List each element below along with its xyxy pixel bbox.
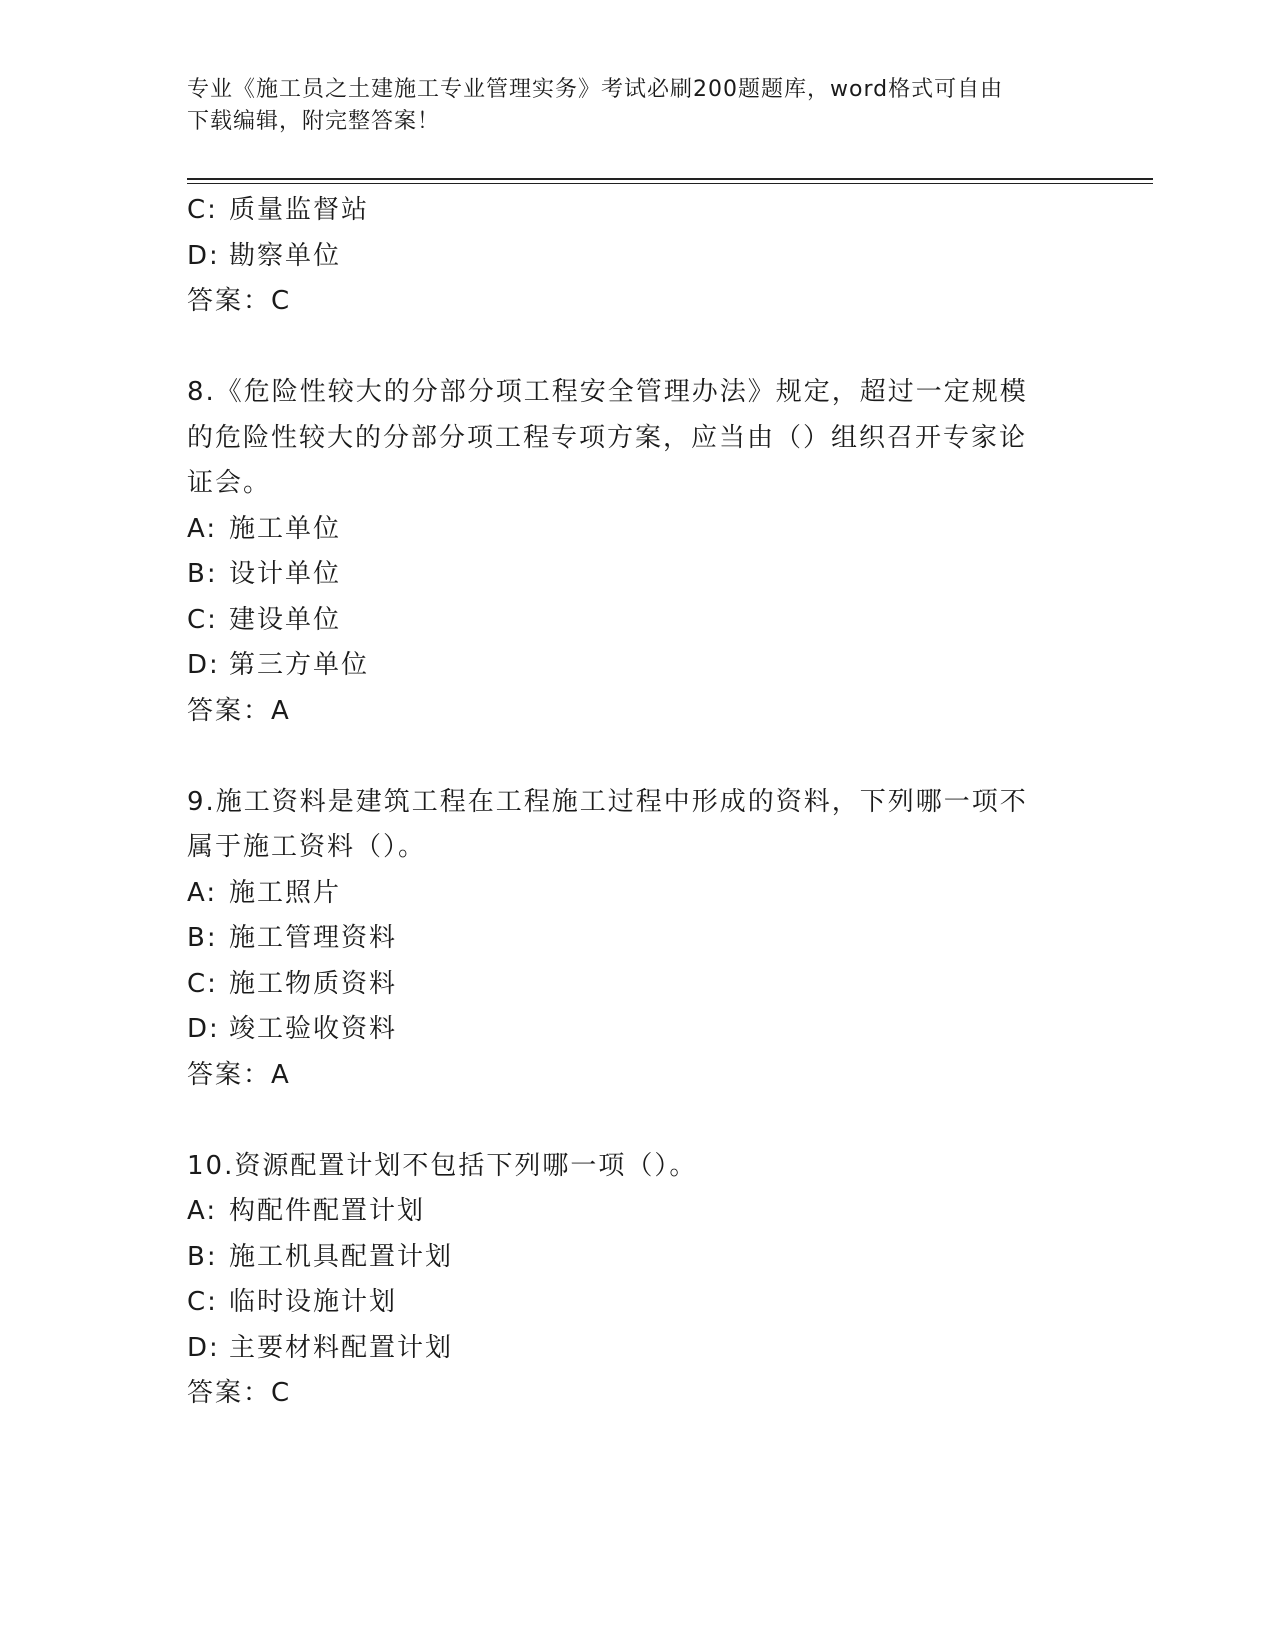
option-key: C: bbox=[187, 968, 218, 999]
page-header bbox=[187, 74, 1087, 138]
option-line bbox=[187, 507, 1067, 553]
option-key: D: bbox=[187, 1332, 220, 1363]
option-line bbox=[187, 234, 1067, 280]
option-text: 主要材料配置计划 bbox=[229, 1332, 454, 1363]
option-key: C: bbox=[187, 195, 218, 225]
option-text: 勘察单位 bbox=[229, 240, 342, 271]
option-line bbox=[187, 916, 1067, 962]
question-text-line: 10.资源配置计划不包括下列哪一项（）。 bbox=[187, 1150, 698, 1181]
header-title-line-1: 专业《施工员之土建施工专业管理实务》考试必刷200题题库，word格式可自由 bbox=[187, 77, 1004, 102]
question-block bbox=[187, 370, 1067, 734]
answer-line: 答案：A bbox=[187, 1059, 291, 1090]
option-line bbox=[187, 552, 1067, 598]
option-text: 建设单位 bbox=[229, 604, 342, 635]
question-block bbox=[187, 780, 1067, 1099]
carry-over-block bbox=[187, 188, 1067, 325]
option-text: 竣工验收资料 bbox=[229, 1014, 398, 1044]
option-key: B: bbox=[187, 1241, 218, 1272]
option-line bbox=[187, 1189, 1067, 1235]
option-text: 临时设施计划 bbox=[229, 1287, 398, 1317]
question-block bbox=[187, 1144, 1067, 1417]
header-title-line-2: 下载编辑，附完整答案！ bbox=[187, 109, 441, 134]
header-divider bbox=[187, 178, 1153, 184]
option-text: 构配件配置计划 bbox=[229, 1196, 426, 1226]
option-key: A: bbox=[187, 877, 218, 908]
option-line bbox=[187, 643, 1067, 689]
option-key: D: bbox=[187, 1014, 220, 1044]
question-text-line: 属于施工资料（）。 bbox=[187, 832, 427, 862]
option-text: 设计单位 bbox=[229, 559, 342, 589]
option-key: C: bbox=[187, 604, 218, 635]
option-line bbox=[187, 1235, 1067, 1281]
option-key: A: bbox=[187, 513, 218, 544]
option-key: B: bbox=[187, 923, 218, 953]
question-text-line: 8.《危险性较大的分部分项工程安全管理办法》规定，超过一定规模 bbox=[187, 377, 1028, 407]
option-text: 施工物质资料 bbox=[229, 968, 398, 999]
answer-line: 答案：A bbox=[187, 695, 291, 726]
option-line bbox=[187, 1007, 1067, 1053]
option-line bbox=[187, 871, 1067, 917]
option-text: 施工管理资料 bbox=[229, 923, 398, 953]
option-text: 第三方单位 bbox=[229, 650, 370, 680]
option-line bbox=[187, 188, 1067, 234]
question-text-line: 的危险性较大的分部分项工程专项方案，应当由（）组织召开专家论 bbox=[187, 422, 1028, 453]
option-text: 施工机具配置计划 bbox=[229, 1241, 454, 1272]
option-line bbox=[187, 598, 1067, 644]
option-key: A: bbox=[187, 1196, 218, 1226]
option-text: 施工照片 bbox=[229, 877, 342, 908]
option-key: B: bbox=[187, 559, 218, 589]
option-key: D: bbox=[187, 650, 220, 680]
question-text-line: 证会。 bbox=[187, 468, 272, 498]
option-key: D: bbox=[187, 240, 220, 271]
option-line bbox=[187, 962, 1067, 1008]
answer-line: 答案：C bbox=[187, 1378, 292, 1408]
option-key: C: bbox=[187, 1287, 218, 1317]
question-list bbox=[187, 188, 1067, 1417]
answer-line: 答案：C bbox=[187, 286, 292, 316]
option-line bbox=[187, 1280, 1067, 1326]
question-text-line: 9.施工资料是建筑工程在工程施工过程中形成的资料，下列哪一项不 bbox=[187, 786, 1028, 817]
option-text: 施工单位 bbox=[229, 513, 342, 544]
option-line bbox=[187, 1326, 1067, 1372]
option-text: 质量监督站 bbox=[229, 195, 370, 225]
